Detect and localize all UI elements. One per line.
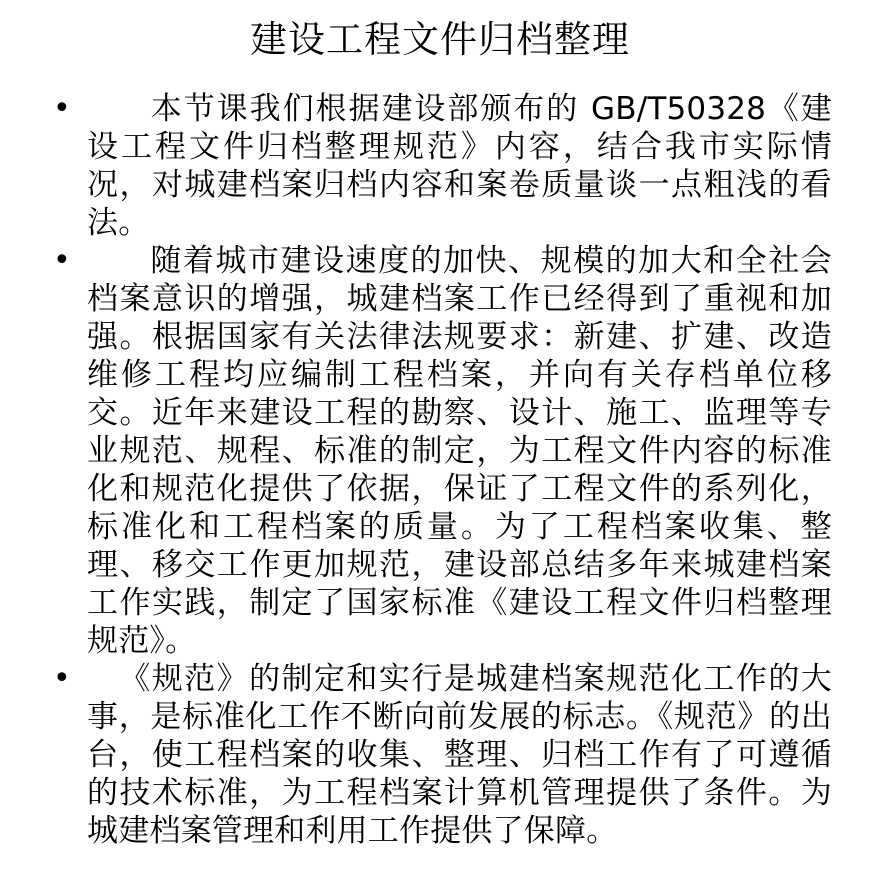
- slide-title: 建设工程文件归档整理: [250, 18, 630, 61]
- bullet-marker-icon: •: [53, 661, 71, 696]
- bullet-item-3: [0, 660, 832, 850]
- bullet-text: 《规范》的制定和实行是城建档案规范化工作的大事，是标准化工作不断向前发展的标志。《规范》的出台，使工程档案的收集、整理、归档工作有了可遵循的技术标准，为工程档案计算机管理提供了条件。为城建档案管理和利用工作提供了保障。: [87, 661, 832, 849]
- bullet-list: [0, 90, 880, 850]
- bullet-marker-icon: •: [53, 243, 71, 278]
- bullet-text: 随着城市建设速度的加快、规模的加大和全社会档案意识的增强，城建档案工作已经得到了重视和加强。根据国家有关法律法规要求：新建、扩建、改造维修工程均应编制工程档案，并向有关存档单位移交。近年来建设工程的勘察、设计、施工、监理等专业规范、规程、标准的制定，为工程文件内容的标准化和规范化提供了依据，保证了工程文件的系列化，标准化和工程档案的质量。为了工程档案收集、整理、移交工作更加规范，建设部总结多年来城建档案工作实践，制定了国家标准《建设工程文件归档整理规范》。: [87, 243, 832, 659]
- bullet-item-1: [0, 90, 832, 242]
- bullet-marker-icon: •: [53, 91, 71, 126]
- bullet-text: 本节课我们根据建设部颁布的 GB/T50328《建设工程文件归档整理规范》内容，结合我市实际情况，对城建档案归档内容和案卷质量谈一点粗浅的看法。: [87, 91, 832, 241]
- bullet-item-2: [0, 242, 832, 660]
